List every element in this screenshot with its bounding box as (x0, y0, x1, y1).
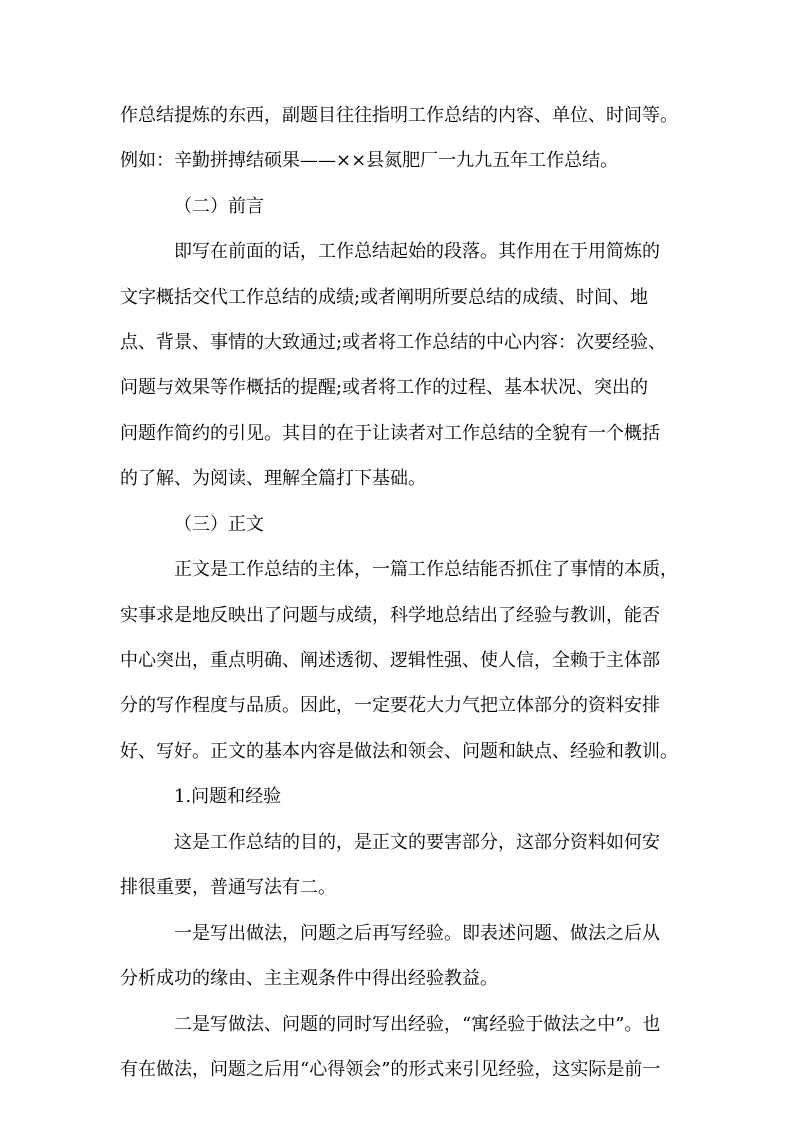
body-text-line: 这是工作总结的目的，是正文的要害部分，这部分资料如何安 (174, 832, 660, 853)
body-text-line: 正文是工作总结的主体，一篇工作总结能否抓住了事情的本质， (174, 559, 678, 580)
section-heading-preface: （二）前言 (174, 196, 264, 217)
subsection-heading-problems-experience: 1.问题和经验 (174, 786, 282, 807)
body-text-line: 的了解、为阅读、理解全篇打下基础。 (120, 468, 426, 489)
body-text-line: 实事求是地反映出了问题与成绩，科学地总结出了经验与教训，能否 (120, 605, 660, 626)
section-heading-body: （三）正文 (174, 514, 264, 535)
body-text-line: 中心突出，重点明确、阐述透彻、逻辑性强、使人信，全赖于主体部 (120, 650, 660, 671)
body-text-line: 分析成功的缘由、主主观条件中得出经验教益。 (120, 968, 498, 989)
body-text-line: 有在做法，问题之后用“心得领会”的形式来引见经验，这实际是前一 (120, 1059, 661, 1080)
body-text-line: 分的写作程度与品质。因此，一定要花大力气把立体部分的资料安排 (120, 695, 660, 716)
body-text-line: 排很重要，普通写法有二。 (120, 877, 336, 898)
body-text-line: 作总结提炼的东西，副题目往往指明工作总结的内容、单位、时间等。 (120, 105, 678, 126)
body-text-line: 文字概括交代工作总结的成绩;或者阐明所要总结的成绩、时间、地 (120, 287, 649, 308)
body-text-line: 即写在前面的话，工作总结起始的段落。其作用在于用简炼的 (174, 241, 660, 262)
body-text-line: 二是写做法、问题的同时写出经验，“寓经验于做法之中”。也 (174, 1014, 661, 1035)
body-text-line: 问题与效果等作概括的提醒;或者将工作的过程、基本状况、突出的 (120, 377, 649, 398)
body-text-line: 好、写好。正文的基本内容是做法和领会、问题和缺点、经验和教训。 (120, 741, 678, 762)
body-text-line: 一是写出做法，问题之后再写经验。即表述问题、做法之后从 (174, 923, 660, 944)
body-text-line: 问题作简约的引见。其目的在于让读者对工作总结的全貌有一个概括 (120, 423, 660, 444)
example-line: 例如：辛勤拼搏结硕果——××县氮肥厂一九九五年工作总结。 (120, 150, 619, 171)
body-text-line: 点、背景、事情的大致通过;或者将工作总结的中心内容：次要经验、 (120, 332, 667, 353)
